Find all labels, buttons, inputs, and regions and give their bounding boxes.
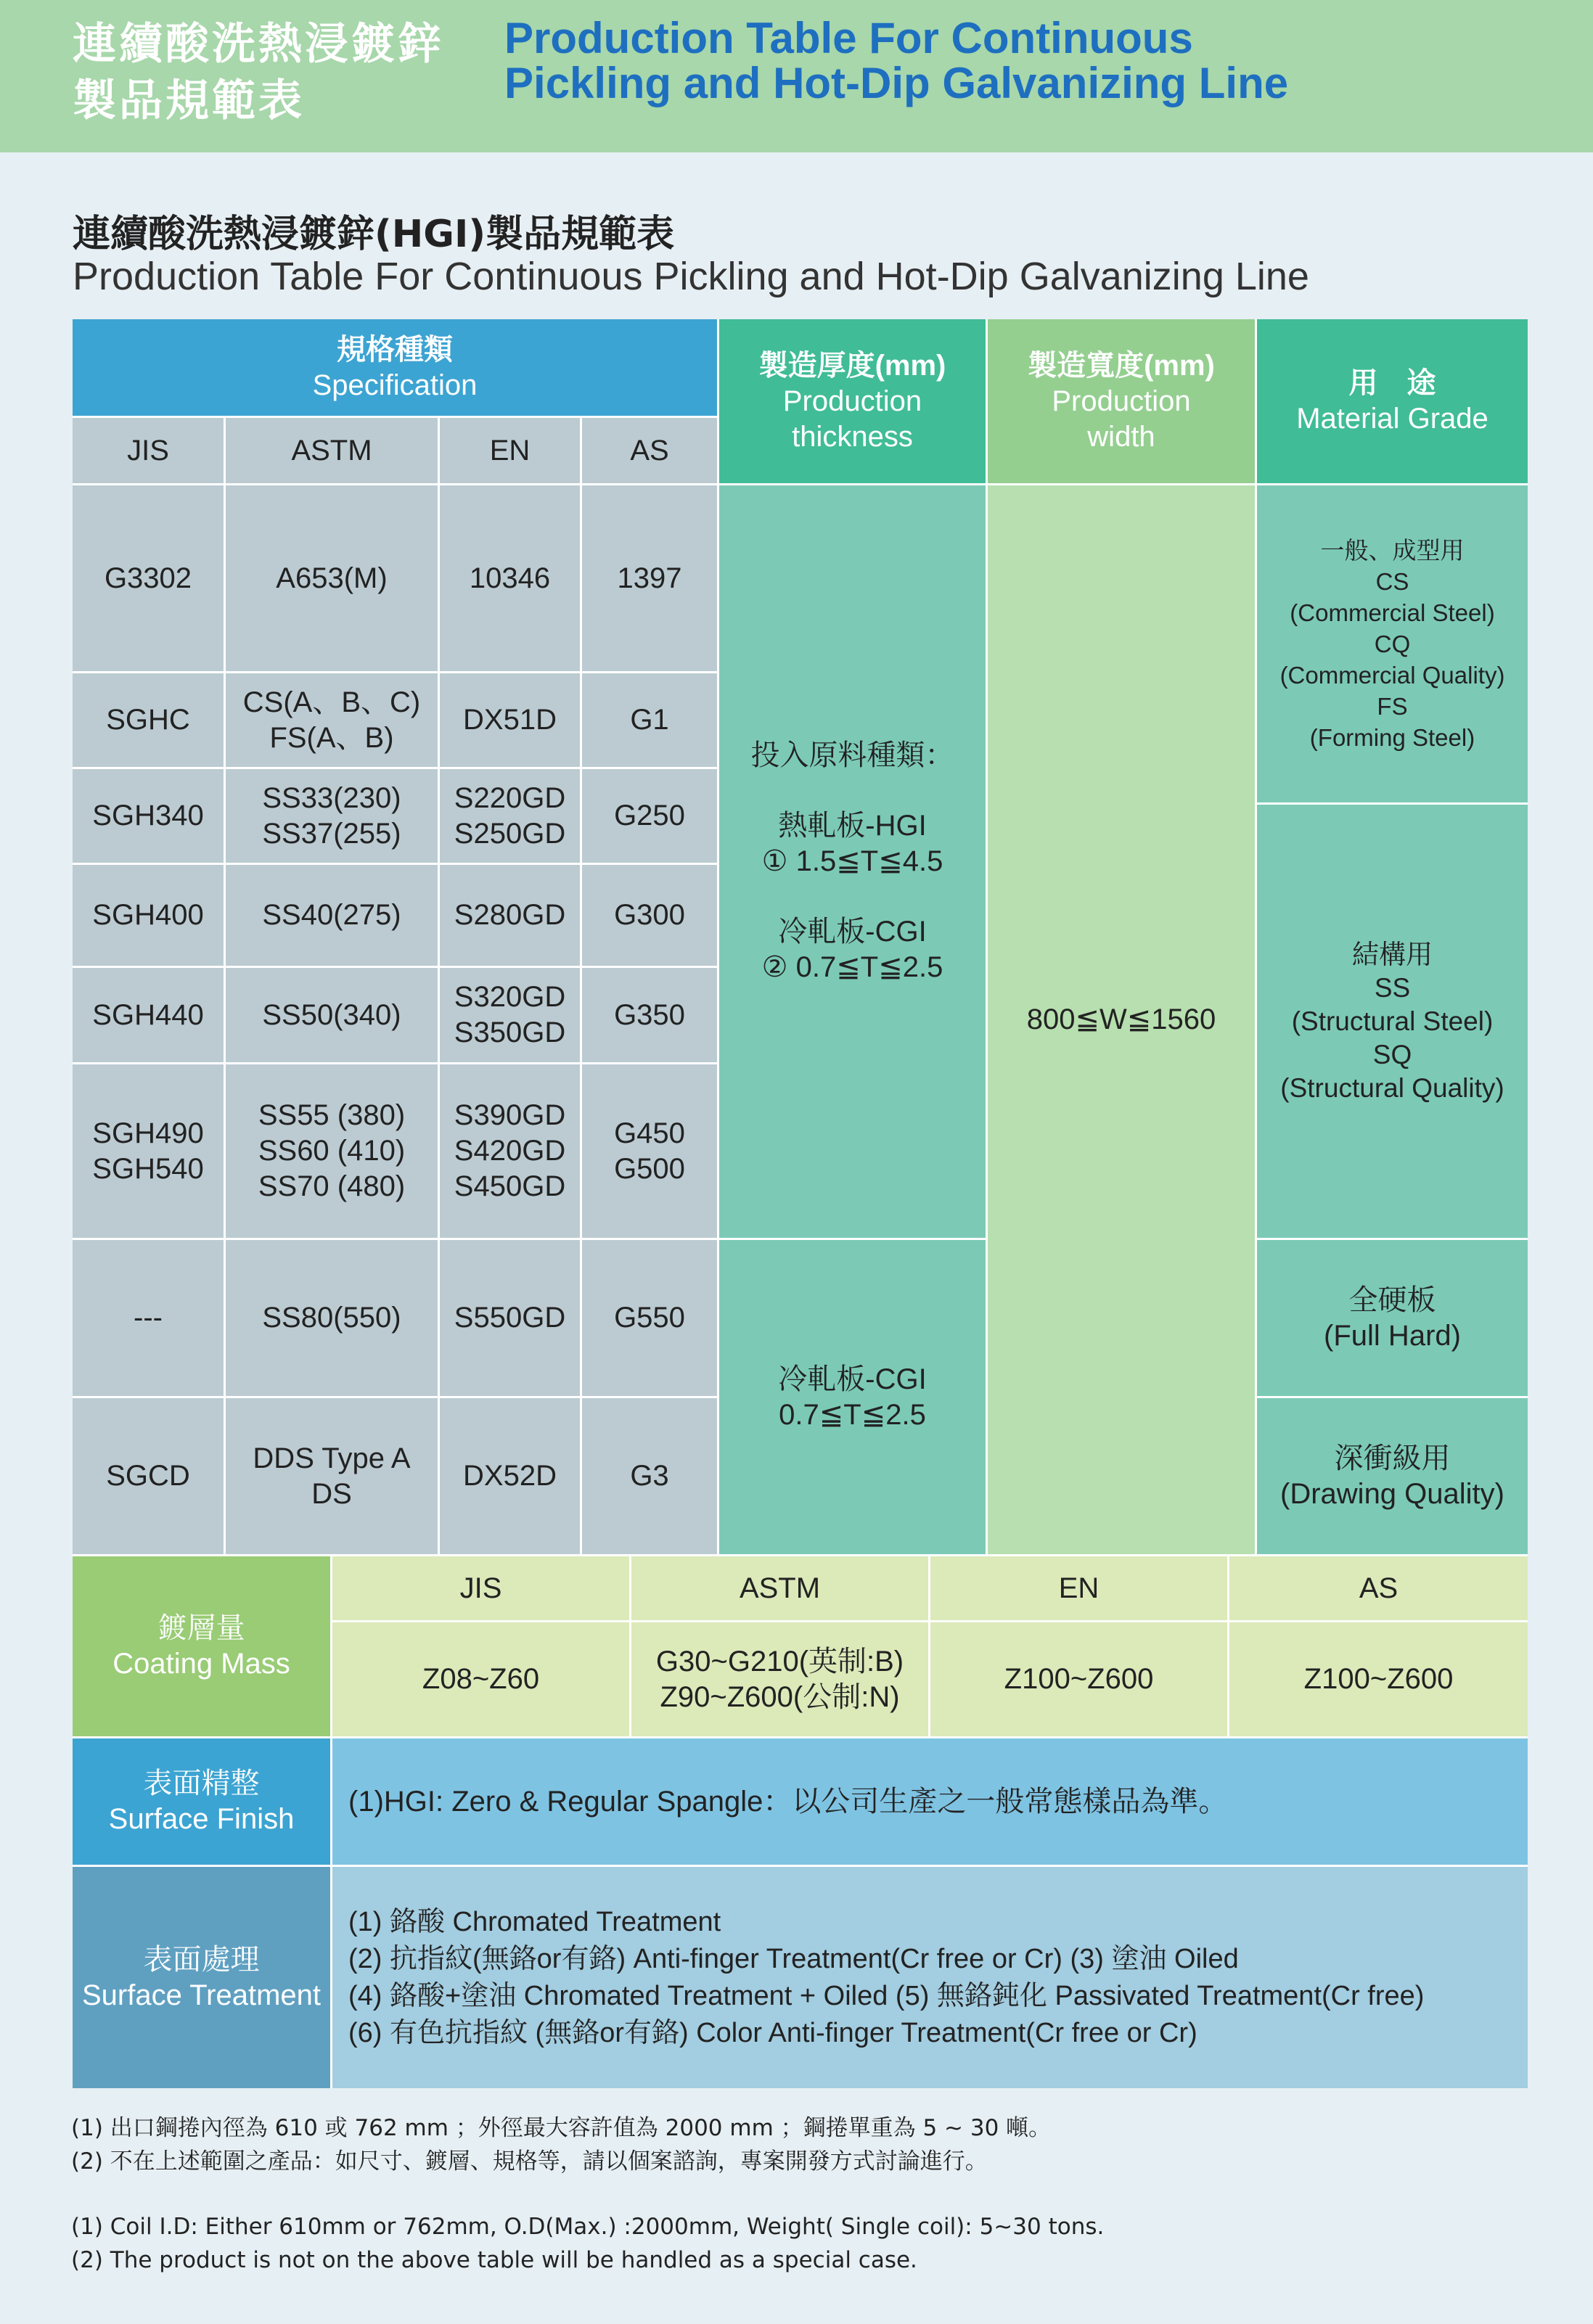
treatment-line-2: (2) 抗指紋(無鉻or有鉻) Anti-finger Treatment(Cr free or Cr) (3) 塗油 Oiled	[348, 1943, 1239, 1974]
spec-header-en: Specification	[312, 369, 478, 401]
spec-cell-line: S250GD	[454, 817, 566, 850]
note-en-2: (2) The product is not on the above table will be handled as a special case.	[71, 2247, 917, 2273]
spec-cell-line: S320GD	[454, 981, 566, 1013]
width-cell	[988, 485, 1255, 1554]
spec-cell-line: DX52D	[463, 1460, 557, 1492]
spec-cell-line: G550	[614, 1302, 685, 1334]
spec-cell-line: SGCD	[106, 1460, 190, 1492]
banner-title-en	[504, 16, 1520, 106]
col-header-en-label: EN	[489, 434, 531, 467]
spec-cell-line: G300	[614, 899, 685, 931]
spec-cell-jis	[73, 1240, 224, 1396]
spec-cell-as	[582, 968, 717, 1062]
spec-cell-jis	[73, 865, 224, 966]
spec-cell-astm	[226, 1398, 438, 1554]
thickness-block-2	[719, 1240, 986, 1554]
coating-label-zh: 鍍層量	[157, 1612, 245, 1644]
coating-header-en-label: EN	[1058, 1572, 1099, 1604]
finish-text-value: (1)HGI: Zero & Regular Spangle：以公司生產之一般常態樣品為準。	[348, 1785, 1228, 1818]
banner-title-en-line1: Production Table For Continuous	[504, 14, 1193, 62]
spec-cell-line: S280GD	[454, 899, 566, 931]
banner-title-zh	[73, 16, 479, 129]
width-value: 800≦W≦1560	[1026, 1003, 1216, 1035]
spec-cell-astm	[226, 1064, 438, 1238]
block-line: SS	[1374, 972, 1411, 1003]
spec-cell-as	[582, 1240, 717, 1396]
block-line: 深衝級用	[1334, 1442, 1451, 1474]
spec-cell-line: SGH490	[92, 1117, 204, 1149]
spec-cell-astm	[226, 673, 438, 767]
spec-cell-en	[440, 673, 580, 767]
grade-header-en: Material Grade	[1296, 403, 1488, 435]
spec-cell-line: S390GD	[454, 1099, 566, 1131]
treatment-label-zh: 表面處理	[143, 1943, 260, 1976]
spec-cell-astm	[226, 485, 438, 671]
spec-cell-as	[582, 485, 717, 671]
note-en-1: (1) Coil I.D: Either 610mm or 762mm, O.D(Max.) :2000mm, Weight( Single coil): 5~30 tons.	[71, 2214, 1105, 2240]
spec-cell-line: SS40(275)	[262, 899, 401, 931]
footnotes	[71, 2111, 1104, 2277]
spec-cell-line: G450	[614, 1117, 685, 1149]
block-line: (Drawing Quality)	[1280, 1477, 1504, 1510]
grade-drawing	[1257, 1398, 1528, 1554]
spec-cell-line: SGH400	[92, 899, 204, 931]
block-line: (Forming Steel)	[1309, 724, 1475, 751]
banner-title-zh-line1: 連續酸洗熱浸鍍鋅	[73, 19, 444, 70]
spec-cell-jis	[73, 673, 224, 767]
spec-cell-line: SGH440	[92, 998, 204, 1031]
coating-value-as	[1229, 1622, 1528, 1736]
coating-header-astm-label: ASTM	[739, 1572, 821, 1604]
finish-label-en: Surface Finish	[108, 1803, 295, 1835]
block-line: 投入原料種類：	[750, 739, 954, 771]
spec-cell-en	[440, 865, 580, 966]
block-line: 0.7≦T≦2.5	[779, 1398, 926, 1431]
spec-cell-line: SGHC	[106, 704, 190, 736]
spec-cell-en	[440, 1240, 580, 1396]
block-line: (Structural Quality)	[1280, 1072, 1504, 1103]
block-line: (Commercial Steel)	[1290, 599, 1495, 626]
spec-cell-en	[440, 1064, 580, 1238]
grade-general	[1257, 485, 1528, 802]
treatment-line-1: (1) 鉻酸 Chromated Treatment	[348, 1906, 721, 1937]
spec-cell-line: S420GD	[454, 1135, 566, 1167]
block-line: (Commercial Quality)	[1279, 662, 1505, 689]
thickness-header	[719, 319, 986, 483]
spec-cell-line: 1397	[617, 562, 682, 594]
spec-cell-jis	[73, 485, 224, 671]
col-header-as	[582, 418, 717, 483]
block-line: 全硬板	[1348, 1284, 1436, 1316]
spec-cell-line: SS80(550)	[262, 1302, 401, 1334]
coating-header-astm	[631, 1556, 928, 1620]
block-line: (Structural Steel)	[1291, 1006, 1494, 1036]
block-line: (Full Hard)	[1324, 1319, 1461, 1352]
block-line: SQ	[1372, 1039, 1412, 1069]
spec-cell-line: FS(A、B)	[269, 721, 394, 754]
spec-cell-line: S350GD	[454, 1017, 566, 1048]
thickness-block-1	[719, 485, 986, 1238]
coating-value-astm-line1: G30~G210(英制:B)	[655, 1645, 904, 1678]
treatment-label	[73, 1867, 330, 2088]
finish-label-zh: 表面精整	[143, 1767, 260, 1799]
coating-value-astm-line2: Z90~Z600(公制:N)	[660, 1680, 900, 1713]
banner-title-zh-line2: 製品規範表	[73, 75, 305, 126]
spec-cell-astm	[226, 769, 438, 863]
grade-structural	[1257, 805, 1528, 1238]
spec-cell-line: SS50(340)	[262, 998, 401, 1031]
coating-header-as	[1229, 1556, 1528, 1620]
spec-cell-line: G350	[614, 998, 685, 1031]
note-zh-2: (2) 不在上述範圍之產品：如尺寸、鍍層、規格等，請以個案諮詢，專案開發方式討論進行。	[71, 2148, 988, 2175]
coating-value-en-text: Z100~Z600	[1004, 1663, 1154, 1695]
spec-cell-jis	[73, 769, 224, 863]
coating-label	[73, 1556, 330, 1736]
treatment-line-4: (6) 有色抗指紋 (無鉻or有鉻) Color Anti-finger Treatment(Cr free or Cr)	[348, 2017, 1197, 2048]
block-line: FS	[1377, 693, 1408, 720]
section-title-en: Production Table For Continuous Pickling and Hot-Dip Galvanizing Line	[73, 255, 1309, 298]
col-header-jis	[73, 418, 224, 483]
col-header-astm	[226, 418, 438, 483]
col-header-as-label: AS	[630, 434, 669, 467]
spec-cell-astm	[226, 1240, 438, 1396]
coating-header-as-label: AS	[1359, 1572, 1399, 1604]
grade-header-zh: 用 途	[1348, 367, 1436, 399]
coating-value-as-text: Z100~Z600	[1303, 1663, 1454, 1695]
block-line: ② 0.7≦T≦2.5	[761, 951, 943, 983]
note-zh-1: (1) 出口鋼捲內徑為 610 或 762 mm ；外徑最大容許值為 2000 mm ；鋼捲單重為 5 ~ 30 噸。	[71, 2115, 1052, 2141]
spec-cell-astm	[226, 865, 438, 966]
width-header-zh: 製造寬度(mm)	[1028, 349, 1215, 382]
coating-header-jis-label: JIS	[459, 1572, 502, 1604]
section-title-zh: 連續酸洗熱浸鍍鋅(HGI)製品規範表	[73, 213, 675, 256]
spec-cell-jis	[73, 1398, 224, 1554]
spec-cell-line: DX51D	[463, 704, 557, 736]
coating-header-jis	[332, 1556, 629, 1620]
spec-cell-line: SS37(255)	[262, 817, 401, 850]
spec-cell-line: DDS Type A	[253, 1442, 411, 1474]
coating-value-astm	[631, 1622, 928, 1736]
spec-cell-en	[440, 1398, 580, 1554]
coating-value-jis	[332, 1622, 629, 1736]
spec-cell-line: SS55 (380)	[258, 1099, 406, 1131]
spec-cell-line: S450GD	[454, 1170, 566, 1202]
spec-cell-line: DS	[311, 1477, 352, 1510]
col-header-astm-label: ASTM	[291, 434, 372, 467]
spec-cell-line: SS60 (410)	[258, 1135, 406, 1167]
spec-cell-line: S220GD	[454, 781, 566, 814]
spec-cell-en	[440, 485, 580, 671]
spec-cell-line: S550GD	[454, 1302, 566, 1334]
spec-cell-line: G500	[614, 1152, 685, 1185]
spec-cell-line: SGH540	[92, 1152, 204, 1185]
spec-cell-line: ---	[134, 1302, 163, 1334]
block-line: ① 1.5≦T≦4.5	[761, 845, 943, 877]
block-line: 冷軋板-CGI	[778, 1363, 927, 1395]
treatment-label-en: Surface Treatment	[81, 1979, 322, 2011]
width-header	[988, 319, 1255, 483]
spec-cell-as	[582, 1064, 717, 1238]
coating-value-jis-text: Z08~Z60	[422, 1663, 540, 1695]
block-line: 冷軋板-CGI	[778, 916, 927, 948]
spec-cell-line: SGH340	[92, 800, 204, 832]
spec-cell-as	[582, 1398, 717, 1554]
block-line: 熱軋板-HGI	[778, 810, 927, 842]
thickness-header-en2: thickness	[792, 420, 913, 453]
spec-cell-line: G3	[630, 1460, 669, 1492]
spec-header-zh: 規格種類	[337, 333, 453, 366]
grade-header	[1257, 319, 1528, 483]
treatment-line-3: (4) 鉻酸+塗油 Chromated Treatment + Oiled (5) 無鉻鈍化 Passivated Treatment(Cr free)	[348, 1980, 1425, 2011]
grade-full-hard	[1257, 1240, 1528, 1396]
col-header-jis-label: JIS	[127, 434, 169, 467]
block-line: CQ	[1374, 631, 1411, 657]
top-banner	[0, 0, 1593, 152]
spec-cell-line: SS70 (480)	[258, 1170, 406, 1202]
treatment-text	[332, 1867, 1528, 2088]
finish-label	[73, 1738, 330, 1865]
spec-cell-jis	[73, 1064, 224, 1238]
spec-cell-line: G3302	[104, 562, 192, 594]
thickness-header-zh: 製造厚度(mm)	[758, 349, 946, 382]
block-line: 結構用	[1352, 939, 1433, 969]
spec-cell-as	[582, 673, 717, 767]
banner-title-en-line2: Pickling and Hot-Dip Galvanizing Line	[504, 59, 1289, 107]
coating-header-en	[930, 1556, 1227, 1620]
spec-cell-as	[582, 865, 717, 966]
spec-cell-line: SS33(230)	[262, 781, 401, 814]
block-line: 一般、成型用	[1320, 537, 1465, 564]
spec-header	[73, 319, 717, 416]
spec-cell-astm	[226, 968, 438, 1062]
thickness-header-en1: Production	[782, 385, 922, 417]
spec-cell-jis	[73, 968, 224, 1062]
coating-label-en: Coating Mass	[112, 1648, 290, 1680]
spec-table	[73, 319, 1528, 2088]
spec-cell-en	[440, 968, 580, 1062]
coating-value-en	[930, 1622, 1227, 1736]
spec-cell-line: 10346	[469, 562, 551, 594]
col-header-en	[440, 418, 580, 483]
spec-cell-line: G250	[614, 800, 685, 832]
width-header-en1: Production	[1052, 385, 1191, 417]
finish-text	[332, 1738, 1528, 1865]
spec-cell-line: CS(A、B、C)	[242, 686, 421, 718]
spec-cell-line: G1	[630, 704, 669, 736]
width-header-en2: width	[1087, 420, 1155, 453]
spec-cell-line: A653(M)	[276, 562, 388, 594]
spec-cell-as	[582, 769, 717, 863]
spec-cell-en	[440, 769, 580, 863]
block-line: CS	[1375, 568, 1409, 595]
